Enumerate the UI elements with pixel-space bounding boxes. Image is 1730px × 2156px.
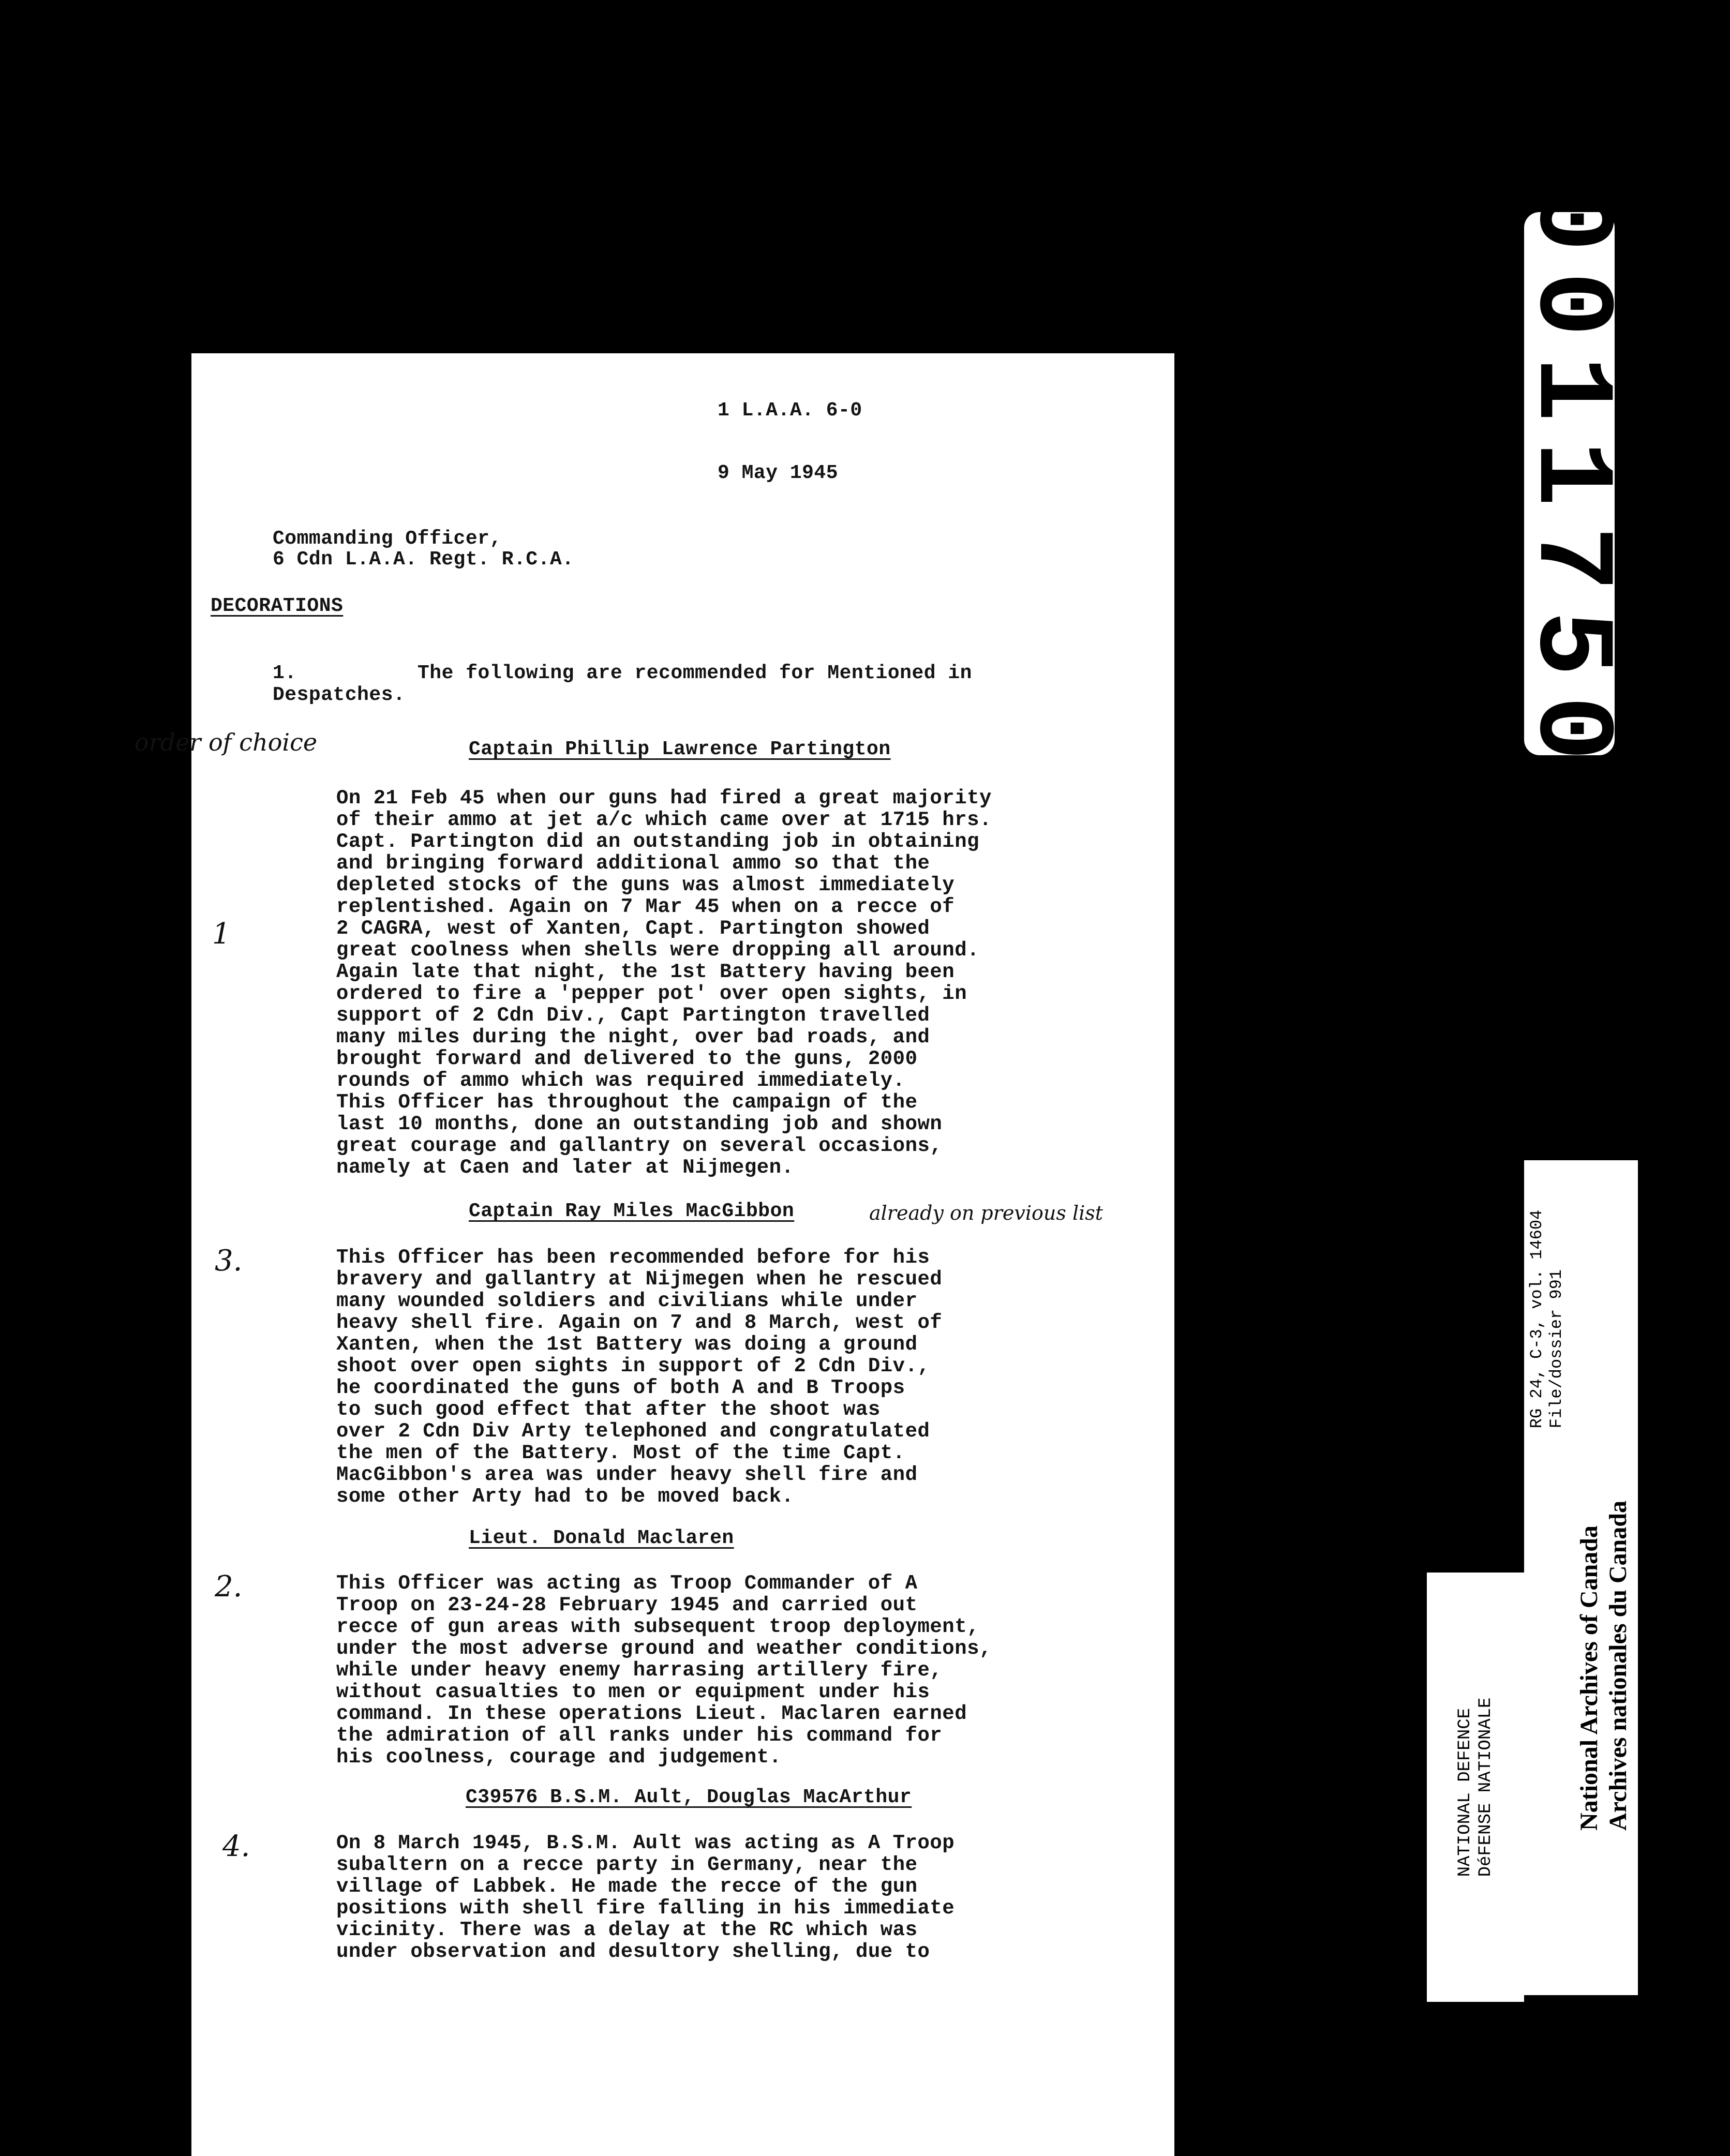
body-line: replentished. Again on 7 Mar 45 when on a recce of [336, 895, 955, 918]
body-line: command. In these operations Lieut. Maclaren earned [336, 1702, 967, 1725]
letter-page [135, 353, 1174, 2156]
archive-ref-line-2: File/dossier 991 [1547, 1269, 1566, 1429]
body-line: subaltern on a recce party in Germany, near the [336, 1853, 918, 1876]
paragraph-text-line-1: The following are recommended for Mentioned in [417, 662, 972, 684]
handwritten-previous-list-note: already on previous list [869, 1202, 1103, 1224]
body-line: while under heavy enemy harrasing artillery fire, [336, 1659, 943, 1682]
body-line: last 10 months, done an outstanding job and shown [336, 1113, 943, 1135]
body-line: This Officer was acting as Troop Commander of A [336, 1572, 918, 1595]
body-line: many miles during the night, over bad roads, and [336, 1026, 930, 1049]
body-line: depleted stocks of the guns was almost immediately [336, 874, 955, 896]
order-mark: 1 [212, 917, 231, 951]
section-heading: C39576 B.S.M. Ault, Douglas MacArthur [466, 1786, 912, 1808]
body-line: he coordinated the guns of both A and B Troops [336, 1376, 905, 1399]
body-line: ordered to fire a 'pepper pot' over open sights, in [336, 982, 967, 1005]
microfilm-frame-number [1508, 186, 1631, 781]
archive-name-en: National Archives of Canada [1575, 1525, 1603, 1831]
body-line: Capt. Partington did an outstanding job in obtaining [336, 830, 979, 853]
body-line: vicinity. There was a delay at the RC which was [336, 1919, 918, 1941]
handwritten-order-note: order of choice [135, 728, 318, 756]
body-line: under observation and desultory shelling, due to [336, 1940, 930, 1963]
body-line: to such good effect that after the shoot was [336, 1398, 881, 1421]
body-line: 2 CAGRA, west of Xanten, Capt. Partington showed [336, 917, 930, 940]
archive-ref-line-1: RG 24, C-3, vol. 14604 [1527, 1209, 1546, 1429]
archive-name-fr: Archives nationales du Canada [1604, 1501, 1632, 1831]
subject-heading: DECORATIONS [211, 595, 344, 617]
body-line: positions with shell fire falling in his immediate [336, 1897, 955, 1920]
department-line-en: NATIONAL DEFENCE [1455, 1708, 1475, 1877]
body-line: great coolness when shells were dropping all around. [336, 939, 979, 962]
body-line: support of 2 Cdn Div., Capt Partington travelled [336, 1004, 930, 1027]
body-line: heavy shell fire. Again on 7 and 8 March, west of [336, 1311, 943, 1334]
body-line: under the most adverse ground and weather conditions, [336, 1637, 992, 1660]
body-line: Troop on 23-24-28 February 1945 and carried out [336, 1594, 918, 1616]
frame-number-text: 0011750 [1508, 186, 1631, 781]
body-line: Xanten, when the 1st Battery was doing a ground [336, 1333, 918, 1356]
paragraph-number: 1. [273, 662, 297, 684]
archive-reference [1527, 1210, 1567, 1428]
section-heading: Lieut. Donald Maclaren [469, 1527, 734, 1549]
body-line: the admiration of all ranks under his command for [336, 1724, 943, 1747]
body-line: over 2 Cdn Div Arty telephoned and congratulated [336, 1420, 930, 1443]
archive-name [1575, 1501, 1633, 1831]
body-line: bravery and gallantry at Nijmegen when he rescued [336, 1268, 943, 1291]
body-line: of their ammo at jet a/c which came over at 1715 hrs. [336, 808, 992, 831]
body-line: many wounded soldiers and civilians while under [336, 1290, 918, 1312]
order-mark: 3. [215, 1244, 243, 1278]
archive-label [1524, 1160, 1638, 1995]
body-line: the men of the Battery. Most of the time Capt. [336, 1442, 905, 1464]
body-line: rounds of ammo which was required immediately. [336, 1069, 905, 1092]
order-mark: 2. [215, 1570, 243, 1604]
body-line: On 21 Feb 45 when our guns had fired a great majority [336, 787, 992, 810]
body-line: village of Labbek. He made the recce of the gun [336, 1875, 918, 1898]
body-line: Again late that night, the 1st Battery having been [336, 961, 955, 983]
body-line: brought forward and delivered to the guns, 2000 [336, 1047, 918, 1070]
order-mark: 4. [222, 1830, 250, 1863]
body-line: shoot over open sights in support of 2 Cdn Div., [336, 1355, 930, 1378]
department-text [1455, 1698, 1496, 1877]
body-line: great courage and gallantry on several occasions, [336, 1134, 943, 1157]
recipient-line-1: Commanding Officer, [273, 528, 502, 550]
body-line: This Officer has throughout the campaign of the [336, 1091, 918, 1114]
body-line: without casualties to men or equipment under his [336, 1681, 930, 1703]
recipient-line-2: 6 Cdn L.A.A. Regt. R.C.A. [273, 548, 574, 571]
body-line: MacGibbon's area was under heavy shell fire and [336, 1463, 918, 1486]
body-line: his coolness, courage and judgement. [336, 1746, 782, 1769]
body-line: some other Arty had to be moved back. [336, 1485, 794, 1508]
body-line: This Officer has been recommended before for his [336, 1246, 930, 1269]
department-label [1427, 1573, 1524, 2002]
file-reference: 1 L.A.A. 6-0 [718, 399, 862, 422]
letter-date: 9 May 1945 [718, 462, 839, 484]
body-line: namely at Caen and later at Nijmegen. [336, 1156, 794, 1179]
department-line-fr: DéFENSE NATIONALE [1476, 1697, 1496, 1877]
body-line: On 8 March 1945, B.S.M. Ault was acting as A Troop [336, 1832, 955, 1854]
section-heading: Captain Phillip Lawrence Partington [469, 738, 891, 760]
paragraph-text-line-2: Despatches. [273, 684, 406, 706]
body-line: and bringing forward additional ammo so that the [336, 852, 930, 875]
body-line: recce of gun areas with subsequent troop deployment, [336, 1615, 979, 1638]
section-heading: Captain Ray Miles MacGibbon [469, 1200, 795, 1222]
